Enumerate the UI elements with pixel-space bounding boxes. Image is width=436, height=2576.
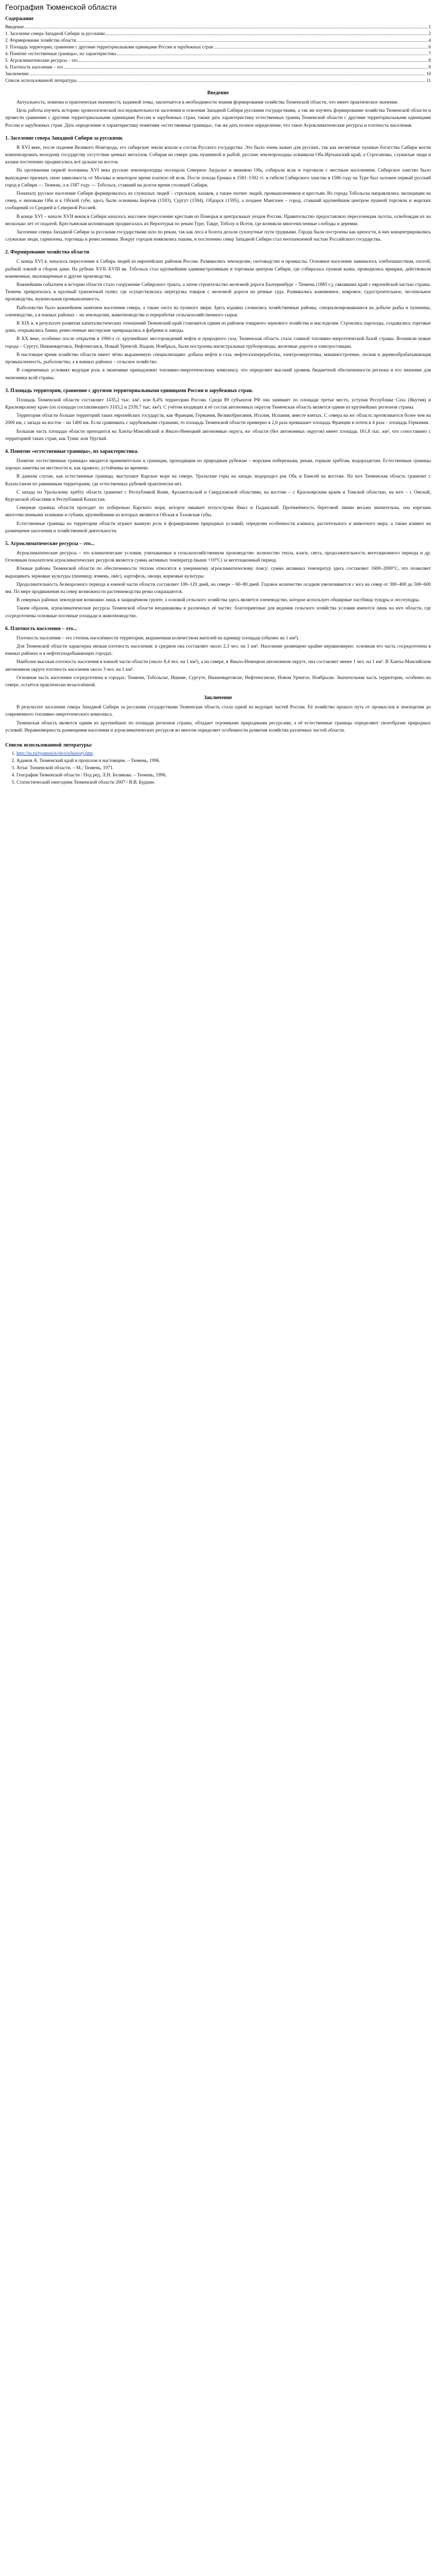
paragraph: Важнейшим событием в истории области стало сооружение Сибирского тракта, а затем строительство железной дороги Екатеринбург – Тюмень (1885 г.), связавших край с европейской частью страны. Тюмень превратилась в крупный транзитный пункт, где осуществлялась перегрузка товаров с железной дороги на речные суда. Развивались кожевенное, ковровое, судостроительное, лесопильное производства, мукомольная промышленность. (5, 282, 431, 302)
document (0, 0, 436, 786)
toc-item-page: 6 (428, 44, 431, 49)
paragraph: Заселение севера Западной Сибири за русскими государствами шло по рекам, так как леса и болота делали сухопутные пути трудными. Города были построены как крепости, в них концентрировались служилые люди, гарнизоны, торговцы и ремесленники. Вокруг городов появлялись пашни, и постепенно север Западной Сибири стал неотъемлемой частью Российского государства. (5, 230, 431, 243)
section-body (5, 258, 431, 381)
toc-item[interactable] (5, 37, 431, 44)
toc-leader-dots (77, 41, 427, 42)
toc-item-page: 7 (428, 51, 431, 56)
references-heading: Список использованной литературы: (5, 742, 93, 749)
paragraph: В настоящее время хозяйство области имеет чётко выраженную специализацию: добыча нефти и газа, нефтегазопереработка, электроэнергетика, машиностроение, лесная и деревообрабатывающая промышленность, рыболовство, а в южных районах – сельское хозяйство. (5, 352, 431, 365)
toc-list (5, 24, 431, 84)
paragraph: Большая часть площади области приходится на Ханты-Мансийский и Ямало-Ненецкий автономные округа, юг области (без автономных округов) имеет площадь 161,8 тыс. км², что сопоставимо с территорией таких стран, как Тунис или Уругвай. (5, 429, 431, 442)
paragraph: Территория области больше территорий таких европейских государств, как Франция, Германия, Великобритания, Италия, Испания, вместе взятых. С севера на юг область протягивается более чем на 2000 км, с запада на восток – на 1400 км. Если сравнивать с зарубежными странами, то площадь Тюменской области примерно в 2,6 раза превышает площадь Франции и почти в 4 раза – площадь Германии. (5, 413, 431, 426)
toc-item[interactable] (5, 30, 431, 37)
toc-item[interactable] (5, 50, 431, 57)
section-body (5, 635, 431, 689)
section-body (5, 397, 431, 443)
paragraph: Продолжительность безморозного периода в южной части области составляет 100–120 дней, на севере – 60–80 дней. Годовое количество осадков увеличивается с юга на север от 300–400 до 500–600 мм. По мере продвижения на север возможности растениеводства резко сокращаются. (5, 582, 431, 595)
paragraph: С запада по Уральскому хребту область граничит с Республикой Коми, Архангельской и Свердловской областями, на востоке – с Красноярским краем и Томской областью, на юге – с Омской, Курганской областями и Республикой Казахстан. (5, 489, 431, 502)
toc-item[interactable] (5, 57, 431, 64)
paragraph: Северная граница области проходит по побережью Карского моря, которое омывает полуострова Ямал и Гыданский. Протяжённость береговой линии весьма значительна, она изрезана многочисленными заливами и губами, крупнейшими из которых являются Обская и Тазовская губы. (5, 505, 431, 518)
paragraph: В данном случае, как естественные границы, выступают Карское море на севере, Уральские горы на западе, водораздел рек Обь и Енисей на востоке. На юге Тюменская область граничит с Казахстаном по равнинным территориям, где естественных рубежей практически нет. (5, 474, 431, 487)
paragraph: Понятие «естественные границы» вводится применительно к границам, проходящим по природным рубежам – морским побережьям, рекам, горным хребтам, водоразделам. Естественные границы хорошо заметны на местности и, как правило, устойчивы во времени. (5, 458, 431, 471)
toc-item-page: 11 (426, 78, 431, 83)
toc-item[interactable] (5, 71, 431, 77)
paragraph: Плотность населения – это степень населённости территории, выраженная количеством жителей на единицу площади (обычно на 1 км²). (16, 635, 300, 641)
section-body (5, 550, 431, 620)
paragraph: В результате заселения севера Западной Сибири за русскими государствами Тюменская область стала одной из ведущих частей России. Её хозяйство прошло путь от промыслов и земледелия до современного топливно-энергетического комплекса. (5, 705, 431, 718)
toc-item-label: Заключение (5, 71, 29, 76)
paragraph: В XVI веке, после падения Великого Новгорода, его сибирские земли вошли в состав Русского государства. Это было очень важно для русских, так как несметные пушные богатства Сибири могли компенсировать молодому государству отсутствие ценных металлов. Собирая на севере дань пушниной и рыбой, русские землепроходцы осваивали Обь-Иртышский край, а Строгановы, служилые люди и казаки постепенно продвигались всё дальше на восток. (5, 145, 431, 165)
toc-item-label: Список использованной литературы (5, 78, 77, 83)
toc-leader-dots (64, 68, 427, 69)
section-heading: 1. Заселение севера Западной Сибири за русскими. (5, 135, 124, 141)
toc-item[interactable] (5, 64, 431, 71)
section-body (5, 704, 431, 734)
paragraph: С конца XVI в. началось переселение в Сибирь людей из европейских районов России. Развивались земледелие, скотоводство и промыслы. Основное население занималось хлебопашеством, охотой, рыбной ловлей и сбором дани. На рубеже XVII–XVIII вв. Тобольск стал крупнейшим административным и торговым центром Сибири, где собиралась пушная казна, проводились ярмарки, действовали кожевенные, мыловаренные и другие производства. (5, 259, 431, 279)
page-title: География Тюменской области (5, 3, 117, 12)
reference-link[interactable]: http://tu.ru/tyumen/n/ob/s/n/history.htm (16, 751, 93, 757)
paragraph: Рыболовство было важнейшим занятием населения севера, а также охота на пушного зверя. Здесь издавна сложились хозяйственные районы, специализировавшиеся на добыче рыбы и пушнины, оленеводстве, а в южных районах – на земледелии, животноводстве и переработке сельскохозяйственного сырья. (5, 305, 431, 318)
section-conclusion (5, 695, 431, 734)
section-4 (5, 449, 431, 535)
toc-item-label: 5. Агроклиматические ресурсы – это (5, 58, 78, 63)
paragraph: Таким образом, агроклиматические ресурсы Тюменской области неодинаковы в различных её частях: благоприятные для ведения сельского хозяйства условия имеются лишь на юге области, где сосредоточены основные посевные площади и животноводство. (5, 606, 431, 619)
paragraph: В конце XVI – начале XVII веков в Сибири началось массовое переселение крестьян из Поморья и центральных уездов России. Правительство предоставляло переселенцам льготы, освобождая их на несколько лет от податей. Крестьянская колонизация продвигалась из Верхотурья по рекам Туре, Тавде, Тоболу и Исети, где возникли многочисленные слободы и деревни. (5, 214, 431, 227)
reference-item: 5. Статистический ежегодник Тюменской области 2007 / В.В. Будкин. (16, 779, 431, 786)
toc-item-label: 4. Понятие «естественные границы», их характеристика (5, 51, 116, 56)
paragraph: Тюменская область является одним из крупнейших по площади регионов страны, обладает огромными природными ресурсами, а её естественные границы определяют своеобразие природных условий. Неравномерность размещения населения и агроклиматических ресурсов во многом определяет особенности развития хозяйства различных частей области. (5, 720, 431, 733)
paragraph: Агроклиматические ресурсы – это климатические условия, учитываемые в сельскохозяйственном производстве: количество тепла, влаги, света, продолжительность вегетационного периода и др. Основным показателем агроклиматических ресурсов является сумма активных температур (выше +10°С) за вегетационный период. (5, 550, 431, 564)
section-heading: 4. Понятие «естественные границы», их характеристика. (5, 448, 139, 454)
section-body (5, 457, 431, 535)
paragraph: Актуальность, новизна и практическая значимость заданной темы, заключается в необходимости знания формирования хозяйства Тюменской области, что имеет практическое значение. (16, 100, 399, 105)
paragraph: В современных условиях ведущая роль в экономике принадлежит топливно-энергетическому комплексу, что определяет высокий уровень бюджетной обеспеченности региона и его значение для экономики всей страны. (5, 368, 431, 381)
section-heading: Заключение (204, 695, 232, 701)
toc-item-label: 6. Плотность населения – это (5, 64, 63, 70)
section-5 (5, 541, 431, 620)
toc-item[interactable] (5, 77, 431, 84)
paragraph: Для Тюменской области характерна низкая плотность населения: в среднем она составляет около 2,3 чел. на 1 км². Население размещено крайне неравномерно: основная его часть сосредоточена в южных районах и в нефтегазодобывающих городах. (5, 643, 431, 657)
toc-item-label: 1. Заселение севера Западной Сибири за русскими (5, 31, 105, 36)
section-heading: 5. Агроклиматические ресурсы – это... (5, 540, 95, 547)
toc-leader-dots (78, 81, 425, 82)
paragraph: На протяжении первой половины XVI века русские землепроходцы посещали Северное Зауралье и нижнюю Обь, собирали ясак и торговали с местным населением. Сибирское ханство было вынуждено признать свою зависимость от Москвы и некоторое время платило ей ясак. После похода Ермака в 1581–1582 гг. и гибели Сибирского ханства в 1586 году на Туре был заложен первый русский город в Сибири — Тюмень, а в 1587 году — Тобольск, ставший на долгое время столицей Сибири. (5, 168, 431, 188)
toc-item-page: 1 (428, 24, 431, 29)
paragraph: Поначалу русское население Сибири формировалось из служилых людей – стрельцов, казаков, а также охочих людей, промышленников и крестьян. Из города Тобольска направлялись экспедиции на север, к низовьям Оби и к Обской губе; здесь были основаны Берёзов (1593), Сургут (1594), Обдорск (1595), а позднее Мангазея – город, ставший крупнейшим центром пушной торговли и морских сообщений со Средней и Северной Россией. (5, 191, 431, 211)
toc-item-label: 3. Площадь территории, сравнение с другими территориальными единицами России и зарубежных стран (5, 44, 213, 49)
paragraph: Естественные границы на территории области играют важную роль в формировании природных условий, определяя особенности климата, растительного и животного мира, а также влияют на размещение населения и хозяйственной деятельности. (5, 521, 431, 534)
references-list (5, 750, 431, 786)
toc-leader-dots (79, 61, 427, 62)
toc-item[interactable] (5, 24, 431, 30)
references (5, 742, 431, 786)
toc-item-page: 4 (428, 38, 431, 43)
toc-item[interactable] (5, 44, 431, 50)
reference-item[interactable] (16, 750, 431, 757)
section-body (5, 144, 431, 244)
section-1 (5, 135, 431, 244)
reference-item: 2. Адамов А. Тюменский край в прошлом и настоящем. – Тюмень, 1996. (16, 757, 431, 765)
reference-item: 4. География Тюменской области / Под ред. Л.Н. Белякова. – Тюмень, 1996. (16, 772, 431, 779)
toc-item-label: Введение (5, 24, 24, 29)
section-heading: Введение (207, 90, 229, 96)
paragraph: Цель работы изучить историю хронологической последовательности заселения и освоения Западной Сибири русскими государствами, а так же изучить формирование хозяйства Тюменской области и провести сравнение с другими территориальными единицами России и зарубежных стран, также дать характеристику естественных границ Тюменской области с другими территориальными единицами России и зарубежных стран. Дать определение и характеристику понятиям «естественные границы», так же дать полное определение, что такое Агроклиматические ресурсы и плотность населения. (5, 108, 431, 128)
section-3 (5, 388, 431, 443)
paragraph: Основная часть населения сосредоточена в городах: Тюмени, Тобольске, Ишиме, Сургуте, Нижневартовске, Нефтеюганске, Новом Уренгое, Ноябрьске. Значительная часть территории, особенно на севере, остаётся практически незаселённой. (5, 675, 431, 688)
toc-item-page: 9 (428, 64, 431, 70)
toc-item-page: 10 (426, 71, 431, 76)
toc-heading: Содержание (5, 16, 34, 22)
reference-item: 3. Атлас Тюменской области. – М.; Тюмень, 1971. (16, 765, 431, 772)
paragraph: В XIX в. в результате развития капиталистических отношений Тюменский край становится одним из районов товарного зернового хозяйства и маслоделия. Строились пароходы, создавались торговые дома, открывались банки, ремесленные мастерские превращались в фабрики и заводы. (5, 321, 431, 334)
table-of-contents (5, 16, 431, 84)
toc-item-label: 2. Формирование хозяйства области (5, 38, 77, 43)
toc-item-page: 2 (428, 31, 431, 36)
section-6 (5, 626, 431, 689)
paragraph: Наиболее высокая плотность населения в южной части области (около 8,4 чел. на 1 км²), а на севере, в Ямало-Ненецком автономном округе, она составляет менее 1 чел. на 1 км². В Ханты-Мансийском автономном округе плотность населения около 3 чел. на 1 км². (5, 659, 431, 672)
paragraph: Южные районы Тюменской области по обеспеченности теплом относятся к умеренному агроклиматическому поясу: сумма активных температур здесь составляет 1600–2000°С, что позволяет выращивать зерновые культуры (пшеницу, ячмень, овёс), картофель, овощи, кормовые культуры. (5, 566, 431, 579)
section-2 (5, 249, 431, 381)
section-heading: 3. Площадь территории, сравнение с другими территориальными единицами России и зарубежных стран. (5, 387, 253, 394)
section-heading: 2. Формирование хозяйства области (5, 249, 90, 256)
paragraph: В XX веке, особенно после открытия в 1960-х гг. крупнейших месторождений нефти и природного газа, Тюменская область стала главной топливно-энергетической базой страны. Возникли новые города – Сургут, Нижневартовск, Нефтеюганск, Новый Уренгой, Надым, Ноябрьск, были построены магистральные трубопроводы, железные дороги и электростанции. (5, 336, 431, 349)
section-introduction (5, 90, 431, 129)
section-body (5, 99, 431, 129)
section-heading: 6. Плотность населения – это... (5, 625, 77, 632)
toc-item-page: 8 (428, 58, 431, 63)
paragraph: Площадь Тюменской области составляет 1435,2 тыс. км², или 8,4% территории России. Среди 89 субъектов РФ она занимает по площади третье место, уступая Республике Саха (Якутия) и Красноярскому краю (по площади составляющего 3103,2 и 2339,7 тыс. км²). С учётом входящих в её состав автономных округов Тюменская область является одним из крупнейших регионов страны. (5, 397, 431, 410)
paragraph: В северных районах земледелие возможно лишь в защищённом грунте, а основой сельского хозяйства здесь является оленеводство, которое использует обширные пастбища тундры и лесотундры. (16, 598, 420, 603)
